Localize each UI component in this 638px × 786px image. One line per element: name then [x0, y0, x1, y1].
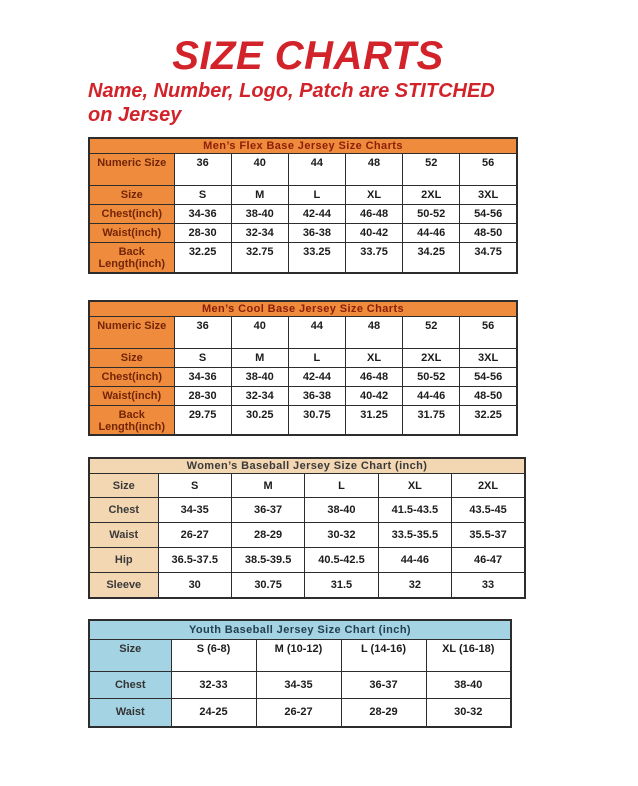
row-label: Waist	[89, 699, 171, 727]
value-cell: 41.5-43.5	[378, 498, 451, 523]
value-cell: 32-33	[171, 672, 256, 699]
value-cell: 44-46	[378, 548, 451, 573]
value-cell: 56	[460, 316, 517, 348]
value-cell: 40-42	[345, 386, 402, 405]
row-label: Chest	[89, 498, 158, 523]
value-cell: 46-48	[345, 205, 402, 224]
value-cell: 40.5-42.5	[305, 548, 378, 573]
row-label: Size	[89, 186, 174, 205]
page-subtitle-line2: on Jersey	[88, 103, 182, 126]
row-label: Back Length(inch)	[89, 243, 174, 273]
value-cell: 36-38	[288, 224, 345, 243]
value-cell: S (6-8)	[171, 640, 256, 672]
size-table-3	[88, 457, 526, 599]
table-row	[89, 205, 517, 224]
value-cell: 36.5-37.5	[158, 548, 231, 573]
value-cell: 36	[174, 154, 231, 186]
value-cell: 52	[403, 154, 460, 186]
table-title: Youth Baseball Jersey Size Chart (inch)	[89, 620, 511, 640]
value-cell: 38.5-39.5	[231, 548, 304, 573]
value-cell: 34.25	[403, 243, 460, 273]
row-label: Waist(inch)	[89, 386, 174, 405]
value-cell: 36-37	[231, 498, 304, 523]
value-cell: M	[231, 474, 304, 498]
table-row	[89, 699, 511, 727]
page-subtitle-line1: Name, Number, Logo, Patch are STITCHED	[88, 80, 495, 102]
value-cell: XL	[345, 186, 402, 205]
value-cell: 30	[158, 573, 231, 598]
table-row	[89, 672, 511, 699]
value-cell: 34.75	[460, 243, 517, 273]
tables-container	[0, 137, 638, 728]
row-label: Numeric Size	[89, 154, 174, 186]
value-cell: 56	[460, 154, 517, 186]
value-cell: 38-40	[231, 367, 288, 386]
value-cell: 42-44	[288, 205, 345, 224]
table-title: Men’s Cool Base Jersey Size Charts	[89, 301, 517, 317]
value-cell: 30.75	[288, 405, 345, 435]
value-cell: 29.75	[174, 405, 231, 435]
value-cell: 3XL	[460, 348, 517, 367]
row-label: Size	[89, 474, 158, 498]
value-cell: 31.75	[403, 405, 460, 435]
value-cell: 38-40	[231, 205, 288, 224]
row-label: Numeric Size	[89, 316, 174, 348]
value-cell: 28-29	[231, 523, 304, 548]
value-cell: 33.5-35.5	[378, 523, 451, 548]
row-label: Size	[89, 348, 174, 367]
value-cell: 44-46	[403, 386, 460, 405]
row-label: Size	[89, 640, 171, 672]
value-cell: 54-56	[460, 205, 517, 224]
value-cell: 32.25	[174, 243, 231, 273]
value-cell: 48-50	[460, 224, 517, 243]
value-cell: 36-37	[341, 672, 426, 699]
size-table-4	[88, 619, 512, 728]
value-cell: 46-48	[345, 367, 402, 386]
table-row	[89, 224, 517, 243]
value-cell: 31.5	[305, 573, 378, 598]
value-cell: 34-36	[174, 205, 231, 224]
value-cell: 28-30	[174, 386, 231, 405]
value-cell: M	[231, 186, 288, 205]
table-row	[89, 573, 525, 598]
value-cell: 32-34	[231, 224, 288, 243]
value-cell: 3XL	[460, 186, 517, 205]
value-cell: 48	[345, 316, 402, 348]
value-cell: 2XL	[403, 186, 460, 205]
row-label: Sleeve	[89, 573, 158, 598]
value-cell: XL	[345, 348, 402, 367]
table-title: Men’s Flex Base Jersey Size Charts	[89, 138, 517, 154]
value-cell: 33.25	[288, 243, 345, 273]
table-row	[89, 523, 525, 548]
value-cell: 44-46	[403, 224, 460, 243]
value-cell: 26-27	[256, 699, 341, 727]
table-row	[89, 154, 517, 186]
value-cell: 28-30	[174, 224, 231, 243]
value-cell: 33	[452, 573, 525, 598]
value-cell: 44	[288, 316, 345, 348]
value-cell: 30.75	[231, 573, 304, 598]
value-cell: 54-56	[460, 367, 517, 386]
value-cell: XL (16-18)	[426, 640, 511, 672]
value-cell: 32.25	[460, 405, 517, 435]
value-cell: 48-50	[460, 386, 517, 405]
size-table-1	[88, 137, 518, 274]
table-title: Women’s Baseball Jersey Size Chart (inch)	[89, 458, 525, 474]
value-cell: 34-35	[158, 498, 231, 523]
table-row	[89, 386, 517, 405]
value-cell: 34-35	[256, 672, 341, 699]
value-cell: L	[305, 474, 378, 498]
value-cell: 32-34	[231, 386, 288, 405]
table-row	[89, 243, 517, 273]
value-cell: 40-42	[345, 224, 402, 243]
value-cell: 31.25	[345, 405, 402, 435]
table-row	[89, 316, 517, 348]
value-cell: 43.5-45	[452, 498, 525, 523]
value-cell: 50-52	[403, 367, 460, 386]
size-chart-page	[0, 36, 638, 728]
value-cell: 38-40	[305, 498, 378, 523]
row-label: Waist	[89, 523, 158, 548]
value-cell: 46-47	[452, 548, 525, 573]
row-label: Waist(inch)	[89, 224, 174, 243]
table-row	[89, 474, 525, 498]
value-cell: S	[174, 186, 231, 205]
value-cell: 28-29	[341, 699, 426, 727]
value-cell: 32	[378, 573, 451, 598]
value-cell: 24-25	[171, 699, 256, 727]
value-cell: 36	[174, 316, 231, 348]
value-cell: 33.75	[345, 243, 402, 273]
value-cell: 40	[231, 316, 288, 348]
row-label: Chest(inch)	[89, 205, 174, 224]
table-row	[89, 348, 517, 367]
row-label: Chest	[89, 672, 171, 699]
value-cell: 34-36	[174, 367, 231, 386]
value-cell: L (14-16)	[341, 640, 426, 672]
value-cell: 30.25	[231, 405, 288, 435]
value-cell: 2XL	[403, 348, 460, 367]
page-title: SIZE CHARTS	[172, 34, 444, 78]
value-cell: 52	[403, 316, 460, 348]
table-row	[89, 186, 517, 205]
table-row	[89, 405, 517, 435]
value-cell: 36-38	[288, 386, 345, 405]
size-table-2	[88, 300, 518, 437]
page-subtitle	[88, 80, 558, 127]
value-cell: L	[288, 348, 345, 367]
value-cell: 44	[288, 154, 345, 186]
row-label: Back Length(inch)	[89, 405, 174, 435]
table-row	[89, 548, 525, 573]
value-cell: 38-40	[426, 672, 511, 699]
value-cell: XL	[378, 474, 451, 498]
row-label: Hip	[89, 548, 158, 573]
value-cell: 26-27	[158, 523, 231, 548]
table-row	[89, 640, 511, 672]
value-cell: 35.5-37	[452, 523, 525, 548]
value-cell: 50-52	[403, 205, 460, 224]
table-row	[89, 367, 517, 386]
value-cell: S	[158, 474, 231, 498]
value-cell: L	[288, 186, 345, 205]
value-cell: 48	[345, 154, 402, 186]
row-label: Chest(inch)	[89, 367, 174, 386]
value-cell: 30-32	[426, 699, 511, 727]
value-cell: 2XL	[452, 474, 525, 498]
value-cell: S	[174, 348, 231, 367]
value-cell: 32.75	[231, 243, 288, 273]
value-cell: 40	[231, 154, 288, 186]
value-cell: 30-32	[305, 523, 378, 548]
value-cell: M (10-12)	[256, 640, 341, 672]
table-row	[89, 498, 525, 523]
value-cell: 42-44	[288, 367, 345, 386]
value-cell: M	[231, 348, 288, 367]
